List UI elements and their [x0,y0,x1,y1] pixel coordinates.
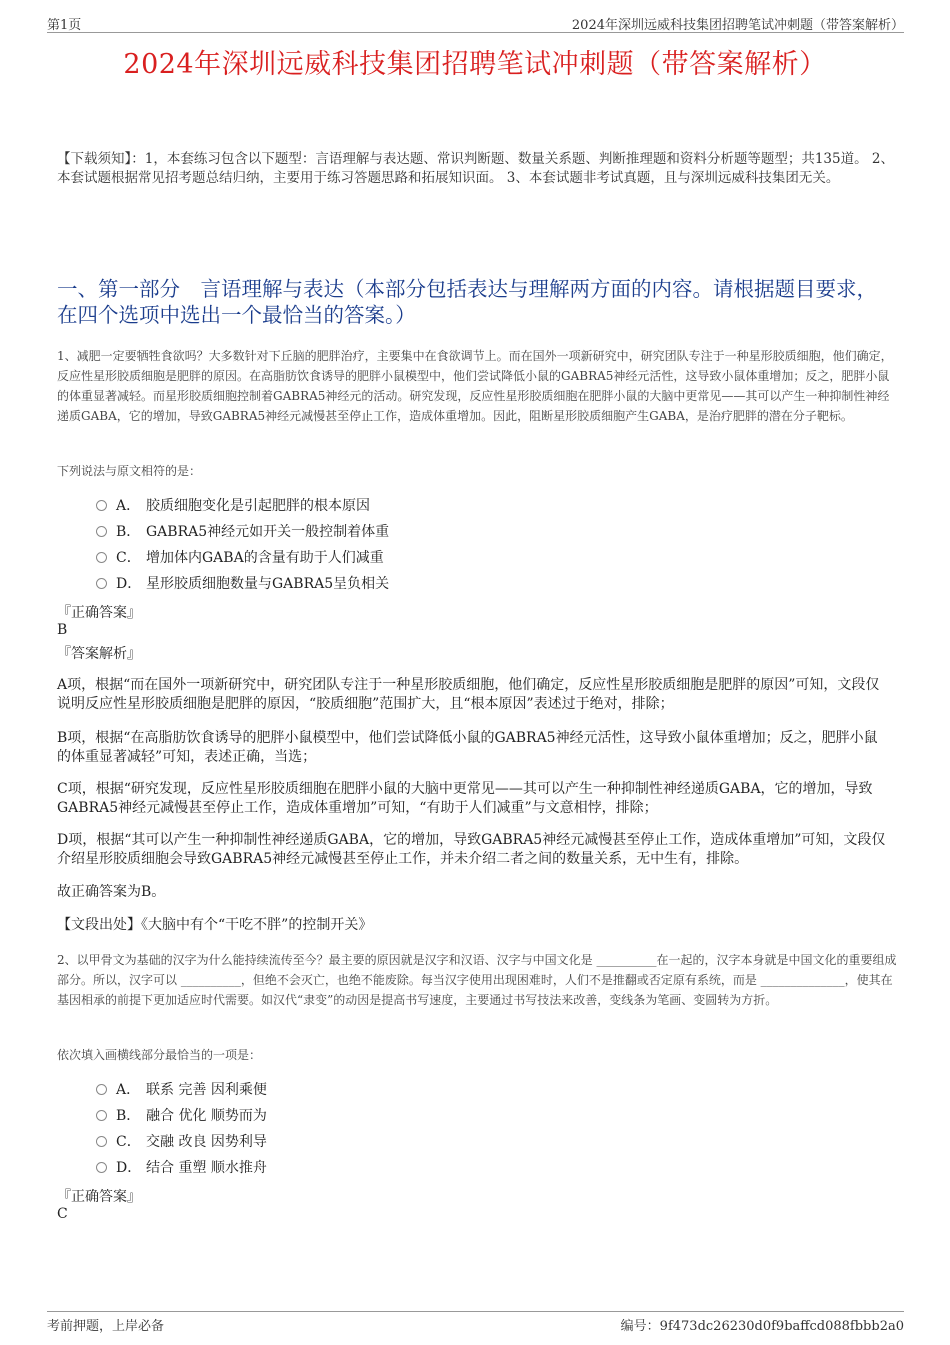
document-title: 2024年深圳远威科技集团招聘笔试冲刺题（带答案解析） [123,49,827,80]
download-notice: 【下载须知】：1，本套练习包含以下题型：言语理解与表达题、常识判断题、数量关系题、判断推理题和资料分析题等题型；共135道。 2、本套试题根据常见招考题总结归纳，主要用于练习答题思路和拓展知识面。 3、本套试题非考试真题，且与深圳远威科技集团无关。 [57,151,894,186]
page-header [47,12,904,33]
analysis-paragraph-b: B项，根据“在高脂肪饮食诱导的肥胖小鼠模型中，他们尝试降低小鼠的GABRA5神经元活性，这导致小鼠体重增加；反之，肥胖小鼠的体重显著减轻”可知，表述正确，当选； [57,730,878,765]
question-2-option-d[interactable]: D． 结合 重塑 顺水推舟 [96,1157,267,1179]
analysis-paragraph-d: D项，根据“其可以产生一种抑制性神经递质GABA，它的增加，导致GABRA5神经元减慢甚至停止工作，造成体重增加”可知，文段仅介绍星形胶质细胞会导致GABRA5神经元减慢甚至停止工作，并未介绍二者之间的数量关系，无中生有，排除。 [57,832,886,867]
radio-icon[interactable] [96,526,107,537]
question-2-option-b[interactable]: B． 融合 优化 顺势而为 [96,1105,267,1127]
question-1-answer: B [57,622,68,638]
question-1-option-d[interactable]: D． 星形胶质细胞数量与GABRA5呈负相关 [96,573,389,595]
radio-icon[interactable] [96,1110,107,1121]
question-1-option-a[interactable]: A． 胶质细胞变化是引起肥胖的根本原因 [96,495,370,517]
question-2-option-a[interactable]: A． 联系 完善 因利乘便 [96,1079,267,1101]
question-1-answer-label: 『正确答案』 [57,605,141,621]
analysis-paragraph-a: A项，根据“而在国外一项新研究中，研究团队专注于一种星形胶质细胞，他们确定，反应性星形胶质细胞是肥胖的原因”可知，文段仅说明反应性星形胶质细胞是肥胖的原因，“胶质细胞”范围扩大，且“根本原因”表述过于绝对，排除； [57,677,880,712]
question-2-text: 2、以甲骨文为基础的汉字为什么能持续流传至今？最主要的原因就是汉字和汉语、汉字与中国文化是 __________在一起的，汉字本身就是中国文化的重要组成部分。所以，汉字可以 __________，但绝不会灭亡，也绝不能废除。每当汉字使用出现困难时，人们不是推翻或否定原有系统，而是 ______________，使其在基因相承的前提下更加适应时代需要。如汉代“隶变”的动因是提高书写速度，主要通过书写技法来改善，变线条为笔画、变圆转为方折。 [57,953,897,1007]
footer-slogan: 考前押题，上岸必备 [47,1319,165,1334]
question-2-option-c[interactable]: C． 交融 改良 因势利导 [96,1131,267,1153]
page-number: 第1页 [47,18,82,33]
page-footer [47,1311,904,1336]
question-1-text: 1、减肥一定要牺牲食欲吗？大多数针对下丘脑的肥胖治疗，主要集中在食欲调节上。而在国外一项新研究中，研究团队专注于一种星形胶质细胞，他们确定，反应性星形胶质细胞是肥胖的原因。在高脂肪饮食诱导的肥胖小鼠模型中，他们尝试降低小鼠的GABRA5神经元活性，这导致小鼠体重增加；反之，肥胖小鼠的体重显著减轻。而星形胶质细胞控制着GABRA5神经元的活动。研究发现，反应性星形胶质细胞在肥胖小鼠的大脑中更常见——其可以产生一种抑制性神经递质GABA，它的增加，导致GABRA5神经元减慢甚至停止工作，造成体重增加。因此，阻断星形胶质细胞产生GABA，是治疗肥胖的潜在分子靶标。 [57,349,893,423]
analysis-paragraph-c: C项，根据“研究发现，反应性星形胶质细胞在肥胖小鼠的大脑中更常见——其可以产生一种抑制性神经递质GABA，它的增加，导致GABRA5神经元减慢甚至停止工作，造成体重增加”可知，“有助于人们减重”与文意相悖，排除； [57,781,873,816]
question-1-analysis-label: 『答案解析』 [57,646,141,662]
question-1-prompt: 下列说法与原文相符的是： [57,464,202,478]
radio-icon[interactable] [96,1162,107,1173]
question-2-answer: C [57,1206,68,1222]
question-1-option-c[interactable]: C． 增加体内GABA的含量有助于人们减重 [96,547,384,569]
question-1-source: 【文段出处】《大脑中有个“干吃不胖”的控制开关》 [57,917,373,933]
header-doc-title: 2024年深圳远威科技集团招聘笔试冲刺题（带答案解析） [571,18,904,33]
radio-icon[interactable] [96,552,107,563]
question-2-prompt: 依次填入画横线部分最恰当的一项是： [57,1048,262,1062]
radio-icon[interactable] [96,1136,107,1147]
section-heading: 一、第一部分 言语理解与表达（本部分包括表达与理解两方面的内容。请根据题目要求，在四个选项中选出一个最恰当的答案。） [57,277,877,327]
radio-icon[interactable] [96,578,107,589]
question-2-answer-label: 『正确答案』 [57,1189,141,1205]
radio-icon[interactable] [96,500,107,511]
analysis-conclusion: 故正确答案为B。 [57,884,166,900]
footer-serial: 编号：9f473dc26230d0f9baffcd088fbbb2a0 [620,1319,904,1334]
radio-icon[interactable] [96,1084,107,1095]
question-1-option-b[interactable]: B． GABRA5神经元如开关一般控制着体重 [96,521,389,543]
